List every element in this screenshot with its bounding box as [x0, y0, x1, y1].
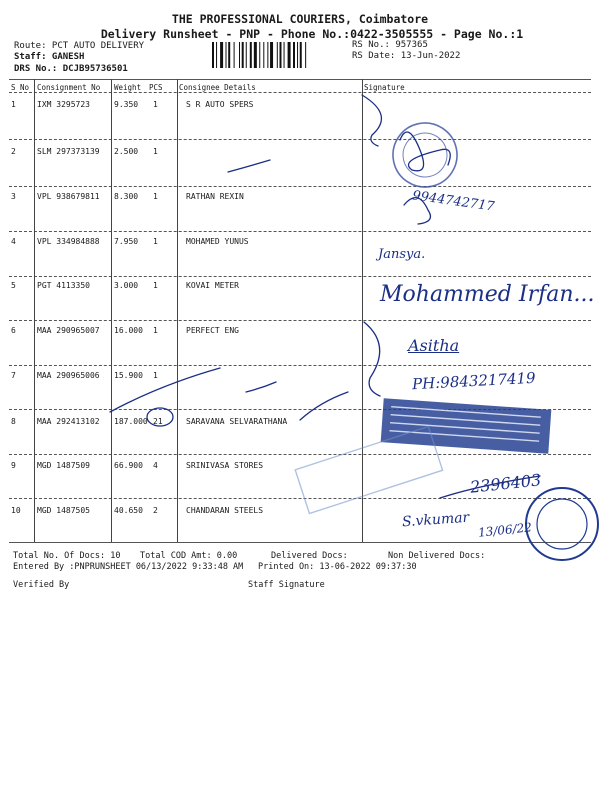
row-consignee: KOVAI METER — [186, 281, 239, 290]
row-pcs: 4 — [153, 461, 158, 470]
non-delivered-docs: Non Delivered Docs: — [388, 551, 486, 561]
row-consignment: MAA 290965006 — [37, 371, 100, 380]
company-stamp — [381, 398, 552, 454]
row-consignment: VPL 938679811 — [37, 192, 100, 201]
row-consignment: IXM 3295723 — [37, 100, 90, 109]
row-pcs: 1 — [153, 371, 158, 380]
row-weight: 66.900 — [114, 461, 143, 470]
row-consignee: PERFECT ENG — [186, 326, 239, 335]
row-pcs: 1 — [153, 147, 158, 156]
pen-stroke — [300, 392, 348, 420]
column-header-consignee: Consignee Details — [179, 83, 256, 92]
drs-number: DRS No.: DCJB95736501 — [14, 64, 128, 74]
handwritten-signature: Jansya. — [378, 247, 426, 262]
rs-number: RS No.: 957365 — [352, 40, 428, 50]
row-consignment: VPL 334984888 — [37, 237, 100, 246]
row-weight: 2.500 — [114, 147, 139, 156]
pen-stroke — [228, 160, 270, 172]
column-divider — [34, 79, 35, 542]
row-pcs: 1 — [153, 192, 158, 201]
row-sno: 2 — [11, 147, 16, 156]
row-sno: 7 — [11, 371, 16, 380]
row-rule — [9, 498, 591, 499]
total-docs: Total No. Of Docs: 10 — [13, 551, 121, 561]
row-rule — [9, 139, 591, 140]
row-sno: 8 — [11, 417, 16, 426]
row-weight: 40.650 — [114, 506, 143, 515]
row-rule — [9, 365, 591, 366]
row-sno: 5 — [11, 281, 16, 290]
row-weight: 187.000 — [114, 417, 148, 426]
row-consignee: RATHAN REXIN — [186, 192, 244, 201]
delivered-docs: Delivered Docs: — [271, 551, 348, 561]
row-sno: 10 — [11, 506, 21, 515]
entered-by: Entered By :PNPRUNSHEET 06/13/2022 9:33:48 AM — [13, 562, 244, 572]
row-pcs: 1 — [153, 281, 158, 290]
column-divider — [362, 79, 363, 542]
handwritten-signature: S.vkumar — [401, 509, 470, 531]
row-pcs: 1 — [153, 326, 158, 335]
row-consignee: CHANDARAN STEELS — [186, 506, 264, 515]
row-sno: 9 — [11, 461, 16, 470]
header-rule — [9, 92, 591, 93]
row-consignment: MGD 1487509 — [37, 461, 90, 470]
row-consignee: SARAVANA SELVARATHANA — [186, 417, 288, 426]
courier-stamp — [387, 117, 463, 193]
row-rule — [9, 320, 591, 321]
row-pcs: 1 — [153, 237, 158, 246]
column-header-pcs: PCS — [149, 83, 163, 92]
row-consignee: SRINIVASA STORES — [186, 461, 264, 470]
row-weight: 8.300 — [114, 192, 139, 201]
srinivasa-stamp — [295, 427, 442, 514]
row-sno: 1 — [11, 100, 16, 109]
handwritten-phone: PH:9843217419 — [411, 368, 537, 394]
row-pcs: 21 — [153, 417, 163, 426]
printed-on: Printed On: 13-06-2022 09:37:30 — [258, 562, 417, 572]
table-bottom-rule — [9, 542, 591, 543]
column-divider — [177, 79, 178, 542]
total-cod: Total COD Amt: 0.00 — [140, 551, 238, 561]
row-rule — [9, 276, 591, 277]
column-header-sno: S No — [11, 83, 30, 92]
row-consignment: MAA 290965007 — [37, 326, 100, 335]
verified-by: Verified By — [13, 580, 70, 590]
row-pcs: 2 — [153, 506, 158, 515]
column-divider — [111, 79, 112, 542]
row-rule — [9, 231, 591, 232]
column-header-weight: Weight — [114, 83, 142, 92]
row-consignment: SLM 297373139 — [37, 147, 100, 156]
row-sno: 6 — [11, 326, 16, 335]
handwritten-signature: Mohammed Irfan... — [380, 282, 595, 307]
staff-label: Staff: GANESH — [14, 52, 85, 62]
row-weight: 7.950 — [114, 237, 139, 246]
handwritten-signature: Asitha — [408, 336, 460, 355]
company-name: THE PROFESSIONAL COURIERS, Coimbatore — [171, 12, 429, 26]
column-header-consignment: Consignment No — [37, 83, 101, 92]
row-consignment: MAA 292413102 — [37, 417, 100, 426]
row-weight: 9.350 — [114, 100, 139, 109]
handwritten-date: 13/06/22 — [477, 520, 533, 540]
row-weight: 3.000 — [114, 281, 139, 290]
row-sno: 4 — [11, 237, 16, 246]
row-consignment: PGT 4113350 — [37, 281, 90, 290]
row-sno: 3 — [11, 192, 16, 201]
row-consignee: MOHAMED YUNUS — [186, 237, 249, 246]
route-label: Route: PCT AUTO DELIVERY — [14, 41, 145, 51]
pen-stroke — [246, 382, 276, 392]
handwritten-phone: 9944742717 — [411, 188, 496, 215]
row-weight: 16.000 — [114, 326, 143, 335]
table-top-rule — [9, 79, 591, 80]
rs-date: RS Date: 13-Jun-2022 — [352, 51, 461, 61]
row-consignee: S R AUTO SPERS — [186, 100, 254, 109]
signature-scribble — [400, 132, 450, 171]
row-consignment: MGD 1487505 — [37, 506, 90, 515]
signature-scribble — [364, 322, 380, 396]
barcode — [212, 42, 338, 68]
row-rule — [9, 186, 591, 187]
row-weight: 15.900 — [114, 371, 143, 380]
column-header-signature: Signature — [364, 83, 405, 92]
handwritten-number: 2396403 — [469, 470, 543, 497]
staff-signature: Staff Signature — [248, 580, 325, 590]
runsheet-title: Delivery Runsheet - PNP - Phone No.:0422-3505555 - Page No.:1 — [100, 27, 524, 41]
row-pcs: 1 — [153, 100, 158, 109]
row-rule — [9, 454, 591, 455]
row-rule — [9, 409, 591, 410]
